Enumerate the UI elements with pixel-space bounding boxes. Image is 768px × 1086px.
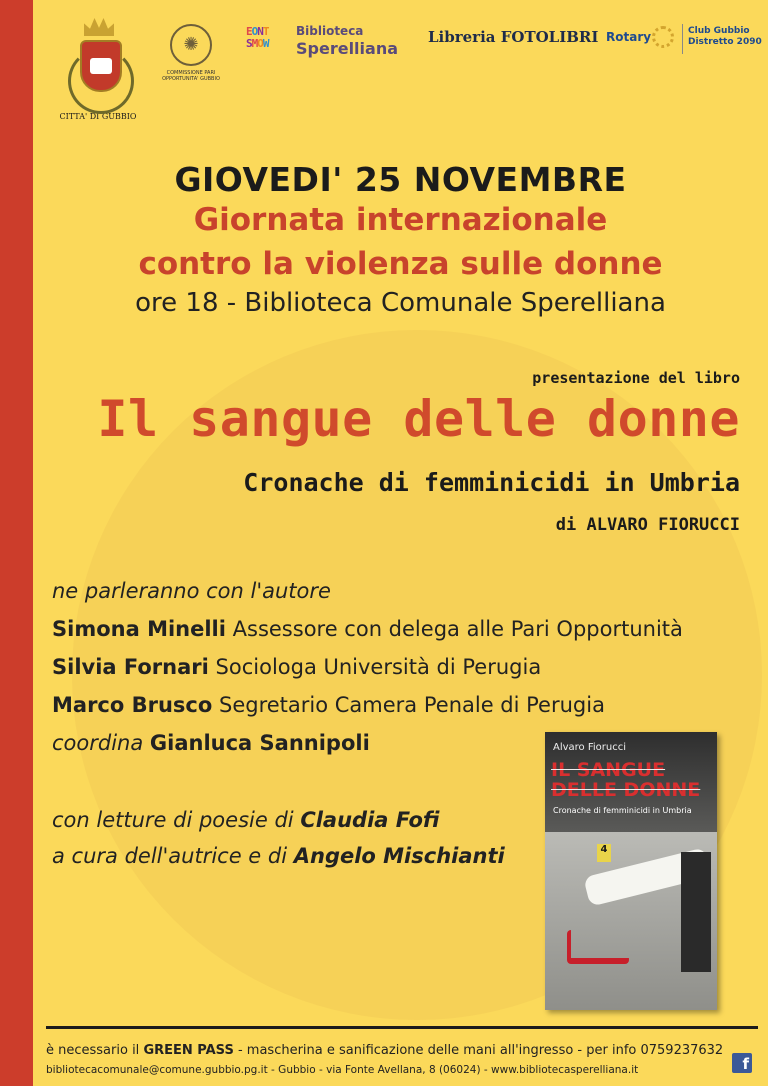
book-title: Il sangue delle donne: [97, 390, 740, 448]
speaker-row: [52, 610, 732, 648]
cover-subtitle: Cronache di femminicidi in Umbria: [553, 806, 692, 815]
cover-title: IL SANGUE DELLE DONNE: [551, 759, 701, 801]
gubbio-caption: CITTA' DI GUBBIO: [59, 112, 137, 121]
event-date: GIOVEDI' 25 NOVEMBRE: [174, 160, 627, 199]
speakers-intro: ne parleranno con l'autore: [52, 579, 331, 603]
event-time-place: ore 18 - Biblioteca Comunale Sperelliana: [135, 288, 666, 318]
gubbio-coat-of-arms: [58, 18, 138, 121]
biblioteca-line2: Sperelliana: [296, 39, 399, 58]
commissione-logo: [152, 24, 230, 82]
book-subtitle: Cronache di femminicidi in Umbria: [243, 468, 740, 497]
footer-notice: è necessario il GREEN PASS - mascherina e sanificazione delle mani all'ingresso - per info 0759237632: [46, 1043, 724, 1058]
libreria-fotolibri-logo: Libreria FOTOLIBRI: [428, 28, 599, 46]
commissione-emblem-icon: ✺: [170, 24, 212, 66]
rotary-club-line2: Distretto 2090: [688, 37, 762, 47]
rotary-name: Rotary: [606, 30, 652, 44]
speaker-role: Segretario Camera Penale di Perugia: [219, 693, 605, 717]
readings: [52, 802, 552, 874]
readings-line1-text: con letture di poesie di: [52, 808, 294, 832]
crest-icon: [66, 18, 130, 110]
cover-author: Alvaro Fiorucci: [553, 742, 626, 753]
book-cover-image: [545, 732, 717, 1010]
readings-line2-text: a cura dell'autrice e di: [52, 844, 288, 868]
poet-name: Claudia Fofi: [300, 808, 440, 832]
biblioteca-line1: Biblioteca: [296, 24, 364, 38]
commissione-caption: COMMISSIONE PARI OPPORTUNITA' GUBBIO: [162, 70, 220, 82]
presentation-label: presentazione del libro: [532, 369, 740, 387]
footer-contacts: bibliotecacomunale@comune.gubbio.pg.it - Gubbio - via Fonte Avellana, 8 (06024) - www.bibliotecasperelliana.it: [46, 1064, 639, 1076]
rotary-club: [688, 26, 762, 48]
reader-name: Angelo Mischianti: [293, 844, 505, 868]
speaker-row: [52, 686, 732, 724]
facebook-icon[interactable]: f: [732, 1053, 752, 1073]
sponsor-logos: [46, 14, 762, 139]
speaker-name: Silvia Fornari: [52, 655, 209, 679]
left-red-band: [0, 0, 33, 1086]
coordinator-label: coordina: [52, 731, 144, 755]
green-pass-label: GREEN PASS: [143, 1043, 234, 1058]
speaker-name: Simona Minelli: [52, 617, 226, 641]
book-author: di ALVARO FIORUCCI: [555, 515, 740, 535]
rotary-wheel-icon: [652, 26, 674, 48]
evidence-marker: 4: [597, 844, 611, 862]
speaker-role: Assessore con delega alle Pari Opportunità: [232, 617, 683, 641]
trouser-leg-shape: [681, 852, 711, 972]
biblioteca-letters-icon: EONT SMOW: [246, 25, 269, 50]
event-title-line2: contro la violenza sulle donne: [138, 246, 663, 282]
speaker-name: Marco Brusco: [52, 693, 213, 717]
biblioteca-logo: [246, 22, 406, 62]
speaker-role: Sociologa Università di Perugia: [215, 655, 542, 679]
footer-divider: [46, 1026, 758, 1029]
rotary-logo: [606, 24, 766, 60]
event-title-line1: Giornata internazionale: [193, 202, 608, 238]
rotary-club-line1: Club Gubbio: [688, 26, 750, 36]
coordinator-name: Gianluca Sannipoli: [149, 731, 370, 755]
speaker-row: [52, 648, 732, 686]
